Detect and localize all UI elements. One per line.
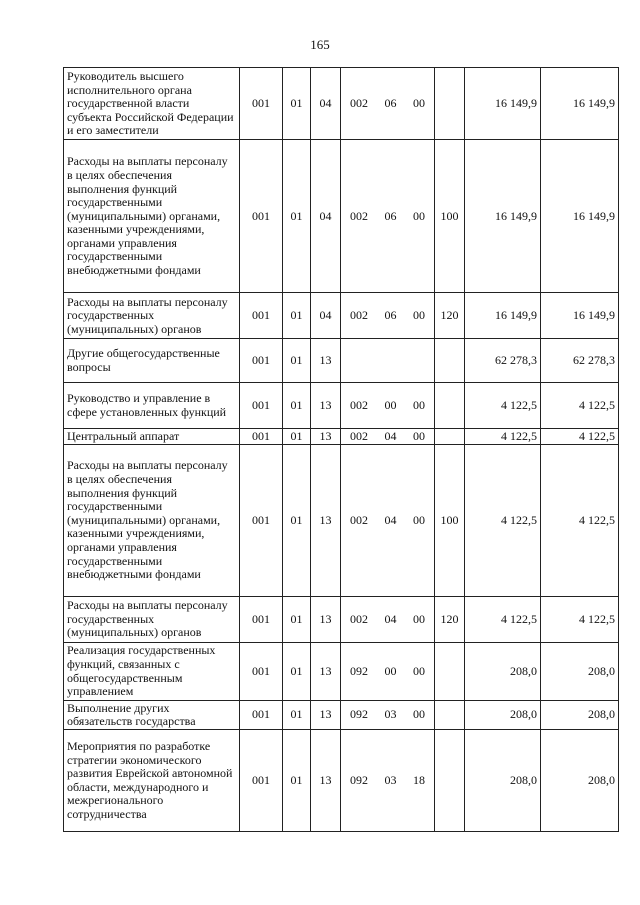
table-row [64, 293, 619, 339]
csr-code [341, 429, 435, 445]
rz-code: 01 [283, 383, 311, 429]
grbs-code: 001 [240, 293, 283, 339]
csr-code [341, 293, 435, 339]
sum-second: 208,0 [541, 729, 619, 831]
sum-second: 208,0 [541, 700, 619, 729]
csr-part: 00 [413, 611, 425, 626]
budget-table [63, 67, 619, 832]
csr-part: 002 [350, 398, 368, 413]
sum-first: 208,0 [465, 642, 541, 700]
grbs-code: 001 [240, 68, 283, 140]
csr-part: 002 [350, 208, 368, 223]
sum-first: 16 149,9 [465, 140, 541, 293]
sum-first: 208,0 [465, 700, 541, 729]
row-name: Мероприятия по разработке стратегии экономического развития Еврейской автономной области, международного и межрегионального сотрудничества [64, 729, 240, 831]
csr-parts [344, 399, 431, 413]
sum-second: 4 122,5 [541, 444, 619, 596]
csr-part: 00 [413, 398, 425, 413]
csr-code [341, 444, 435, 596]
pr-code: 13 [311, 429, 341, 445]
table-row [64, 729, 619, 831]
csr-part: 03 [384, 707, 397, 722]
csr-parts [344, 708, 431, 722]
csr-part: 03 [384, 772, 397, 787]
grbs-code: 001 [240, 642, 283, 700]
csr-parts [344, 97, 431, 111]
table-row [64, 429, 619, 445]
csr-parts [344, 613, 431, 627]
pr-code: 13 [311, 383, 341, 429]
csr-part: 06 [384, 96, 397, 111]
csr-part: 002 [350, 308, 368, 323]
pr-code: 04 [311, 293, 341, 339]
row-name: Руководитель высшего исполнительного органа государственной власти субъекта Российской Федерации и его заместители [64, 68, 240, 140]
pr-code: 13 [311, 596, 341, 642]
vr-code [435, 68, 465, 140]
page-number: 165 [310, 37, 330, 52]
sum-second: 62 278,3 [541, 339, 619, 383]
csr-part: 00 [413, 208, 425, 223]
sum-first: 208,0 [465, 729, 541, 831]
grbs-code: 001 [240, 700, 283, 729]
csr-part: 04 [384, 512, 397, 527]
csr-code [341, 68, 435, 140]
vr-code [435, 729, 465, 831]
grbs-code: 001 [240, 140, 283, 293]
sum-first: 16 149,9 [465, 68, 541, 140]
row-name: Расходы на выплаты персоналу государственных (муниципальных) органов [64, 293, 240, 339]
row-name: Расходы на выплаты персоналу в целях обеспечения выполнения функций государственными (муниципальными) органами, казенными учреждениями, органами управления государственными внебюджетными фондами [64, 444, 240, 596]
vr-code: 120 [435, 293, 465, 339]
csr-code [341, 596, 435, 642]
pr-code: 13 [311, 339, 341, 383]
rz-code: 01 [283, 729, 311, 831]
rz-code: 01 [283, 68, 311, 140]
row-name: Другие общегосударственные вопросы [64, 339, 240, 383]
row-name: Центральный аппарат [64, 429, 240, 445]
table-row [64, 140, 619, 293]
sum-first: 4 122,5 [465, 596, 541, 642]
vr-code: 100 [435, 444, 465, 596]
vr-code [435, 339, 465, 383]
table-row [64, 383, 619, 429]
table-row [64, 444, 619, 596]
rz-code: 01 [283, 642, 311, 700]
pr-code: 13 [311, 642, 341, 700]
csr-part: 00 [413, 663, 425, 678]
csr-part: 04 [384, 429, 397, 443]
csr-part: 002 [350, 429, 368, 443]
pr-code: 13 [311, 444, 341, 596]
csr-part: 002 [350, 96, 368, 111]
csr-part: 00 [384, 398, 397, 413]
csr-part: 00 [413, 96, 425, 111]
csr-part: 002 [350, 512, 368, 527]
csr-part: 04 [384, 611, 397, 626]
csr-code [341, 339, 435, 383]
grbs-code: 001 [240, 429, 283, 445]
row-name: Расходы на выплаты персоналу в целях обеспечения выполнения функций государственными (муниципальными) органами, казенными учреждениями, органами управления государственными внебюджетными фондами [64, 140, 240, 293]
pr-code: 13 [311, 729, 341, 831]
rz-code: 01 [283, 444, 311, 596]
csr-parts [344, 430, 431, 444]
csr-part: 092 [350, 707, 368, 722]
sum-first: 4 122,5 [465, 444, 541, 596]
csr-code [341, 383, 435, 429]
table-body [64, 68, 619, 832]
row-name: Выполнение других обязательств государства [64, 700, 240, 729]
csr-part: 00 [413, 512, 425, 527]
sum-first: 4 122,5 [465, 383, 541, 429]
grbs-code: 001 [240, 729, 283, 831]
csr-part: 18 [413, 772, 425, 787]
vr-code [435, 642, 465, 700]
sum-first: 16 149,9 [465, 293, 541, 339]
csr-parts [344, 210, 431, 224]
rz-code: 01 [283, 596, 311, 642]
grbs-code: 001 [240, 444, 283, 596]
row-name: Руководство и управление в сфере установленных функций [64, 383, 240, 429]
rz-code: 01 [283, 140, 311, 293]
sum-second: 16 149,9 [541, 140, 619, 293]
vr-code: 120 [435, 596, 465, 642]
csr-part: 002 [350, 611, 368, 626]
pr-code: 13 [311, 700, 341, 729]
vr-code: 100 [435, 140, 465, 293]
csr-part: 00 [413, 707, 425, 722]
grbs-code: 001 [240, 339, 283, 383]
row-name: Реализация государственных функций, связанных с общегосударственным управлением [64, 642, 240, 700]
vr-code [435, 700, 465, 729]
grbs-code: 001 [240, 596, 283, 642]
csr-code [341, 729, 435, 831]
vr-code [435, 383, 465, 429]
table-row [64, 68, 619, 140]
vr-code [435, 429, 465, 445]
sum-first: 4 122,5 [465, 429, 541, 445]
csr-part: 06 [384, 308, 397, 323]
rz-code: 01 [283, 293, 311, 339]
csr-code [341, 140, 435, 293]
sum-second: 16 149,9 [541, 293, 619, 339]
csr-parts [344, 774, 431, 788]
csr-part: 06 [384, 208, 397, 223]
csr-part: 00 [413, 308, 425, 323]
table-row [64, 700, 619, 729]
rz-code: 01 [283, 339, 311, 383]
sum-second: 4 122,5 [541, 383, 619, 429]
table-row [64, 596, 619, 642]
csr-part: 00 [384, 663, 397, 678]
grbs-code: 001 [240, 383, 283, 429]
csr-code [341, 642, 435, 700]
csr-parts [344, 309, 431, 323]
csr-part: 092 [350, 663, 368, 678]
sum-second: 4 122,5 [541, 429, 619, 445]
row-name: Расходы на выплаты персоналу государственных (муниципальных) органов [64, 596, 240, 642]
sum-second: 4 122,5 [541, 596, 619, 642]
sum-second: 208,0 [541, 642, 619, 700]
table-row [64, 339, 619, 383]
pr-code: 04 [311, 140, 341, 293]
pr-code: 04 [311, 68, 341, 140]
csr-code [341, 700, 435, 729]
sum-second: 16 149,9 [541, 68, 619, 140]
sum-first: 62 278,3 [465, 339, 541, 383]
csr-parts [344, 665, 431, 679]
rz-code: 01 [283, 429, 311, 445]
csr-part: 00 [413, 429, 425, 443]
csr-part: 092 [350, 772, 368, 787]
table-row [64, 642, 619, 700]
csr-parts [344, 514, 431, 528]
rz-code: 01 [283, 700, 311, 729]
